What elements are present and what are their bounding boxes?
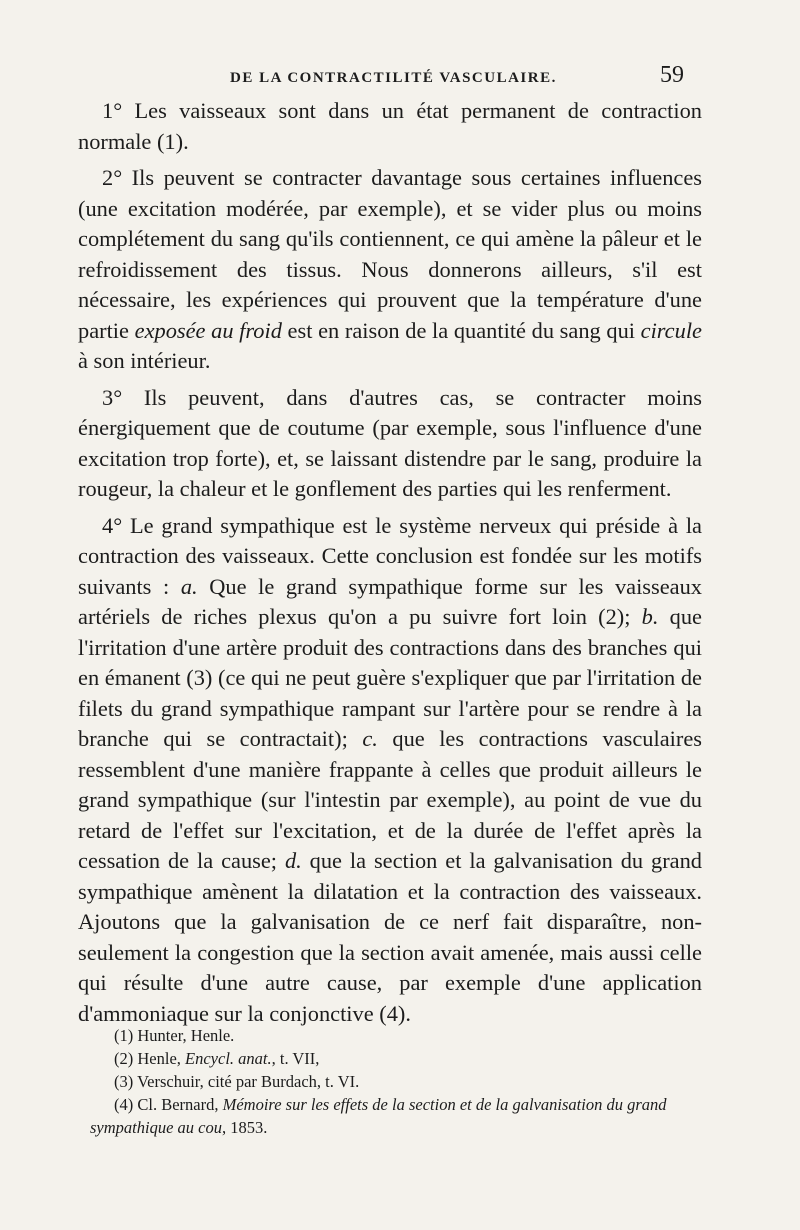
footnote-4-part: (4) Cl. Bernard,	[114, 1095, 223, 1114]
footnotes	[90, 1024, 710, 1139]
paragraph-4-part: 4° Le grand sympathique est le système nerveux qui préside à la contraction des vaisseaux. Cette conclusion est fondée sur les motifs suivants :	[78, 512, 702, 599]
paragraph-1-text: 1° Les vaisseaux sont dans un état permanent de contraction normale (1).	[78, 98, 702, 154]
footnote-3: (3) Verschuir, cité par Burdach, t. VI.	[114, 1072, 360, 1091]
footnote-4-italic: Mémoire sur les effets de la section et de la galvanisation du grand sympathique au cou	[90, 1095, 667, 1137]
paragraph-4-item-marker: c.	[362, 726, 378, 751]
paragraph-2	[78, 163, 702, 377]
paragraph-3-text: 3° Ils peuvent, dans d'autres cas, se contracter moins énergiquement que de coutume (par exemple, sous l'influence d'une excitation trop forte), et, se laissant distendre par le sang, produire la rougeur, la chaleur et le gonflement des parties qui les renferment.	[78, 384, 702, 501]
paragraph-4-item-marker: b.	[641, 604, 659, 629]
running-head: DE LA CONTRACTILITÉ VASCULAIRE.	[230, 70, 557, 86]
paragraph-2-italic: circule	[640, 317, 702, 343]
paragraph-4-item-marker: d.	[284, 848, 302, 873]
footnote-4	[90, 1093, 710, 1139]
page-number: 59	[660, 62, 684, 88]
footnote-2-part: , t. VII,	[271, 1049, 320, 1068]
footnote-2	[90, 1047, 710, 1070]
paragraph-2-part: à son intérieur.	[78, 348, 211, 373]
footnote-1: (1) Hunter, Henle.	[114, 1026, 235, 1045]
footnote-2-part: (2) Henle,	[114, 1049, 186, 1068]
paragraph-2-italic: exposée au froid	[134, 317, 282, 343]
paragraph-4-item-marker: a.	[180, 573, 198, 599]
paragraph-2-part: est en raison de la quantité du sang qui	[281, 317, 641, 343]
paragraph-4-part: que la section et la galvanisation du grand sympathique amènent la dilatation et la contraction des vaisseaux. Ajoutons que la galvanisation de ce nerf fait disparaître, non-seulement la congestion que la section avait amenée, mais aussi celle qui résulte d'une autre cause, par exemple d'une application d'ammoniaque sur la conjonctive (4).	[78, 848, 702, 1026]
paragraph-4-part: que l'irritation d'une artère produit des contractions dans des branches qui en émanent (3) (ce qui ne peut guère s'expliquer que par l'irritation de filets du grand sympathique rampant sur l'artère pour se rendre à la branche qui se contractait);	[78, 604, 702, 751]
footnote-2-italic: Encycl. anat.	[185, 1049, 272, 1068]
paragraph-2-part: 2° Ils peuvent se contracter davantage sous certaines influences (une excitation modérée, par exemple), et se vider plus ou moins complétement du sang qu'ils contiennent, ce qui amène la pâleur et le refroidissement des tissus. Nous donnerons ailleurs, s'il est nécessaire, les expériences qui prouvent que la température d'une partie	[78, 165, 702, 343]
footnote-4-part: , 1853.	[221, 1118, 268, 1137]
paragraph-3	[78, 383, 702, 505]
paragraph-4-part: Que le grand sympathique forme sur les vaisseaux artériels de riches plexus qu'on a pu suivre fort loin (2);	[78, 573, 702, 629]
paragraph-1	[78, 96, 702, 157]
paragraph-4	[78, 511, 702, 1030]
paragraph-4-part: que les contractions vasculaires ressemblent d'une manière frappante à celles que produit ailleurs le grand sympathique (sur l'intestin par exemple), au point de vue du retard de l'effet sur l'excitation, et de la durée de l'effet après la cessation de la cause;	[78, 726, 702, 873]
body-text	[78, 96, 702, 1035]
